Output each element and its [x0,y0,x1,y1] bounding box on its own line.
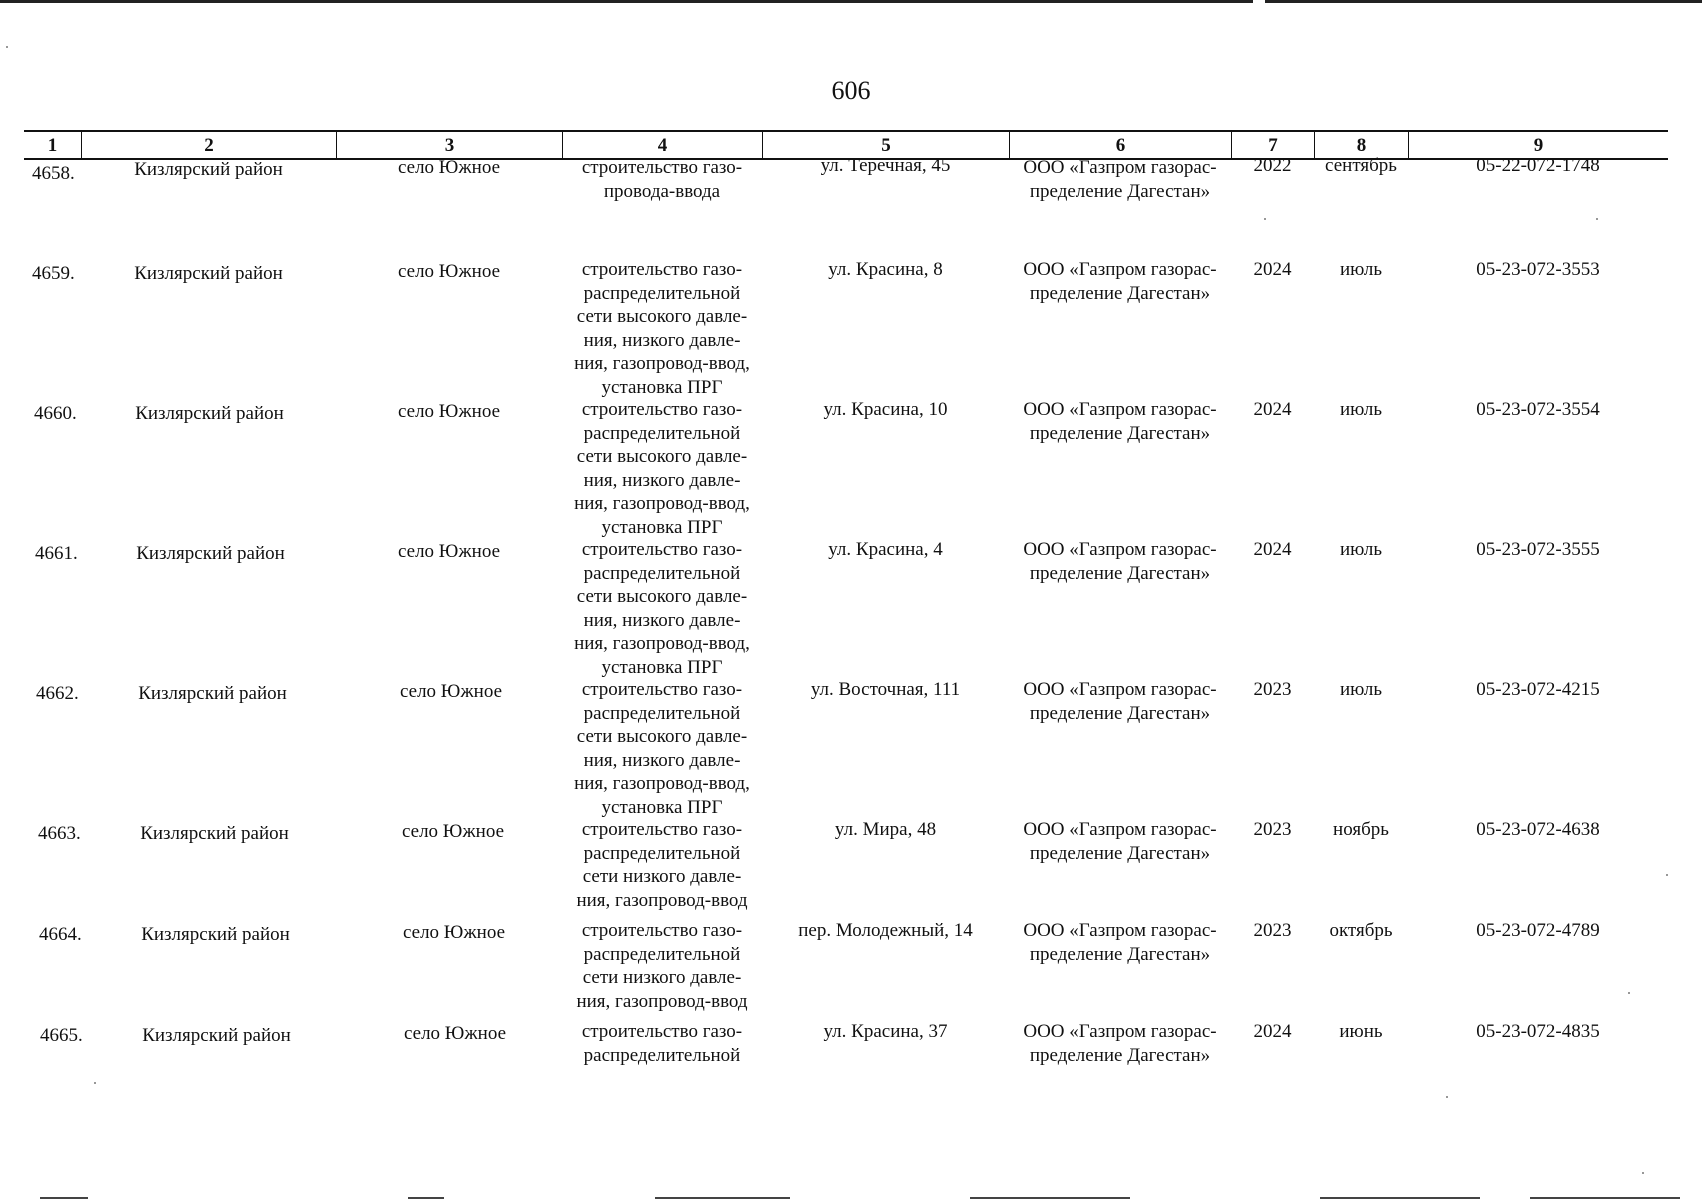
organization-line: пределение Дагестан» [1029,422,1211,444]
organization-line: ООО «Газпром газорас- [1023,920,1217,941]
address-cell: ул. Красина, 8 [828,259,943,280]
column-header-8: 8 [1314,132,1408,158]
settlement-cell: село Южное [397,261,501,282]
work-line: сети низкого давле- [582,866,742,887]
organization-line: ООО «Газпром газорас- [1023,1021,1217,1042]
organization-line: ООО «Газпром газорас- [1023,157,1217,178]
work-line: распределительной [583,282,741,304]
address-cell: ул. Мира, 48 [834,819,937,840]
work-description-cell [562,156,762,203]
work-line: ния, низкого давле- [583,749,741,771]
year-cell: 2023 [1253,679,1292,700]
work-line: установка ПРГ [601,656,723,678]
work-line: сети высокого давле- [576,446,748,467]
address-cell: ул. Красина, 37 [823,1021,948,1042]
month-cell: июль [1339,679,1383,700]
district-cell: Кизлярский район [142,1025,291,1046]
scan-speck [1446,1096,1448,1098]
column-header-1: 1 [47,135,58,156]
scan-edge-bottom [1320,1197,1480,1199]
district-cell: Кизлярский район [138,683,287,704]
address-cell: ул. Красина, 10 [823,399,948,420]
month-cell: июль [1339,399,1383,420]
row-number: 4659. [32,263,75,284]
work-line: ния, газопровод-ввод [576,889,748,911]
organization-line: пределение Дагестан» [1029,702,1211,724]
year-cell: 2024 [1253,539,1292,560]
code-cell: 05-23-072-4638 [1476,819,1600,840]
column-header-2: 2 [81,132,336,158]
work-line: строительство газо- [581,399,743,420]
work-description-cell [562,1020,762,1067]
column-header-7: 7 [1231,132,1314,158]
row-number: 4658. [32,163,75,184]
organization-cell [1009,678,1231,725]
work-line: строительство газо- [581,679,743,700]
row-number: 4665. [40,1025,83,1046]
page-number: 606 [831,76,871,105]
work-line: строительство газо- [581,259,743,280]
work-line: сети высокого давле- [576,586,748,607]
work-line: ния, низкого давле- [583,329,741,351]
work-line: распределительной [583,842,741,864]
scan-speck [1596,218,1598,220]
code-cell: 05-23-072-3553 [1476,259,1600,280]
column-header-4: 4 [562,132,762,158]
work-description-cell [562,538,762,679]
work-line: сети высокого давле- [576,306,748,327]
year-cell: 2024 [1253,259,1292,280]
organization-line: пределение Дагестан» [1029,842,1211,864]
scan-edge-bottom [655,1197,790,1199]
work-line: ния, газопровод-ввод, [574,353,750,374]
column-header-5: 5 [762,132,1009,158]
organization-line: пределение Дагестан» [1029,1044,1211,1066]
code-cell: 05-23-072-3554 [1476,399,1600,420]
work-line: ния, низкого давле- [583,469,741,491]
settlement-cell: село Южное [403,1023,507,1044]
row-number: 4664. [39,924,82,945]
scan-speck [1642,1172,1644,1174]
settlement-cell: село Южное [397,157,501,178]
month-cell: июль [1339,259,1383,280]
work-line: ния, газопровод-ввод, [574,773,750,794]
row-number: 4660. [34,403,77,424]
work-line: ния, низкого давле- [583,609,741,631]
organization-cell [1009,919,1231,966]
work-line: строительство газо- [581,920,743,941]
month-cell: июнь [1339,1021,1383,1042]
scan-speck [1264,218,1266,220]
organization-line: ООО «Газпром газорас- [1023,259,1217,280]
address-cell: ул. Теречная, 45 [820,155,951,176]
work-line: ния, газопровод-ввод, [574,633,750,654]
year-cell: 2024 [1253,399,1292,420]
code-cell: 05-23-072-4789 [1476,920,1600,941]
organization-line: пределение Дагестан» [1029,562,1211,584]
organization-cell [1009,156,1231,203]
organization-line: ООО «Газпром газорас- [1023,679,1217,700]
work-line: провода-ввода [603,180,721,202]
work-description-cell [562,818,762,912]
scan-speck [1628,992,1630,994]
work-description-cell [562,678,762,819]
organization-cell [1009,398,1231,445]
year-cell: 2023 [1253,819,1292,840]
work-description-cell [562,919,762,1013]
code-cell: 05-23-072-4215 [1476,679,1600,700]
work-line: строительство газо- [581,819,743,840]
work-line: строительство газо- [581,539,743,560]
scan-speck [6,46,8,48]
month-cell: ноябрь [1333,819,1389,840]
organization-cell [1009,538,1231,585]
month-cell: июль [1339,539,1383,560]
work-line: распределительной [583,702,741,724]
code-cell: 05-23-072-3555 [1476,539,1600,560]
scan-edge-top [0,0,1702,3]
work-line: установка ПРГ [601,376,723,398]
column-header-3: 3 [336,132,562,158]
address-cell: ул. Восточная, 111 [810,679,961,700]
organization-line: ООО «Газпром газорас- [1023,819,1217,840]
scan-edge-bottom [970,1197,1130,1199]
code-cell: 05-23-072-4835 [1476,1021,1600,1042]
work-line: сети высокого давле- [576,726,748,747]
code-cell: 05-22-072-1748 [1476,155,1600,176]
scan-speck [1666,874,1668,876]
year-cell: 2022 [1253,155,1292,176]
work-line: установка ПРГ [601,516,723,538]
organization-line: пределение Дагестан» [1029,943,1211,965]
settlement-cell: село Южное [402,922,506,943]
district-cell: Кизлярский район [141,924,290,945]
district-cell: Кизлярский район [136,543,285,564]
row-number: 4661. [35,543,78,564]
district-cell: Кизлярский район [135,403,284,424]
organization-line: пределение Дагестан» [1029,180,1211,202]
settlement-cell: село Южное [399,681,503,702]
work-line: ния, газопровод-ввод [576,990,748,1012]
work-line: установка ПРГ [601,796,723,818]
work-line: строительство газо- [581,157,743,178]
organization-line: пределение Дагестан» [1029,282,1211,304]
organization-line: ООО «Газпром газорас- [1023,399,1217,420]
work-line: сети низкого давле- [582,967,742,988]
work-line: распределительной [583,562,741,584]
organization-cell [1009,258,1231,305]
scan-speck [94,1082,96,1084]
settlement-cell: село Южное [397,401,501,422]
organization-cell [1009,818,1231,865]
organization-cell [1009,1020,1231,1067]
scan-edge-bottom [408,1197,444,1199]
work-description-cell [562,398,762,539]
address-cell: ул. Красина, 4 [828,539,943,560]
column-header-9: 9 [1408,132,1668,158]
year-cell: 2024 [1253,1021,1292,1042]
settlement-cell: село Южное [397,541,501,562]
row-number: 4663. [38,823,81,844]
district-cell: Кизлярский район [134,159,283,180]
work-line: строительство газо- [581,1021,743,1042]
scan-edge-bottom [40,1197,88,1199]
work-line: распределительной [583,943,741,965]
settlement-cell: село Южное [401,821,505,842]
work-line: распределительной [583,1044,741,1066]
work-line: распределительной [583,422,741,444]
work-description-cell [562,258,762,399]
month-cell: сентябрь [1325,155,1397,176]
row-number: 4662. [36,683,79,704]
work-line: ния, газопровод-ввод, [574,493,750,514]
month-cell: октябрь [1329,920,1393,941]
address-cell: пер. Молодежный, 14 [798,920,973,941]
district-cell: Кизлярский район [140,823,289,844]
column-header-6: 6 [1009,132,1231,158]
scan-edge-bottom [1530,1197,1680,1199]
organization-line: ООО «Газпром газорас- [1023,539,1217,560]
district-cell: Кизлярский район [134,263,283,284]
year-cell: 2023 [1253,920,1292,941]
